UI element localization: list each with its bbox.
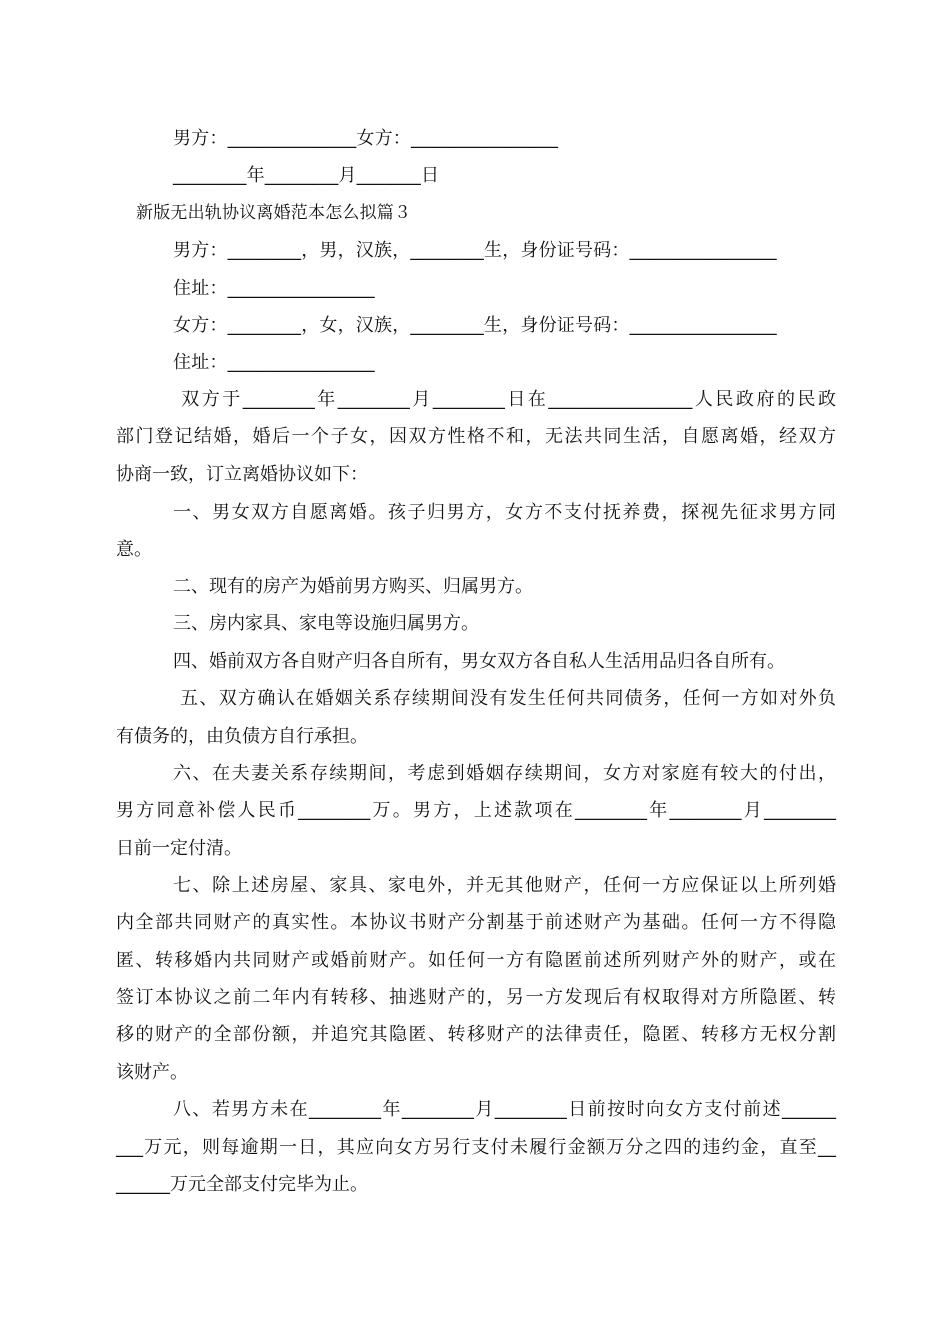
clause-1-line: 一、男女双方自愿离婚。孩子归男方，女方不支付抚养费，探视先征求男方同 (173, 502, 836, 523)
clause-5-line: 有债务的，由负债方自行承担。 (116, 726, 368, 747)
woman-info: 女方：________，女，汉族，________生，身份证号码：________________ (173, 315, 777, 336)
date-line: ________年________月_______日 (173, 165, 440, 186)
man-address: 住址：________________ (173, 278, 375, 299)
signature-line: 男方：______________女方：________________ (173, 128, 559, 149)
clause-7-line: 七、除上述房屋、家具、家电外，并无其他财产，任何一方应保证以上所列婚 (173, 875, 836, 896)
clause-1-line: 意。 (116, 539, 152, 560)
clause-8-line: 八、若男方未在________年________月________日前按时向女方支付前述______ (173, 1099, 836, 1120)
clause-6-line: 日前一定付清。 (116, 838, 242, 859)
woman-address: 住址：________________ (173, 352, 375, 373)
man-info: 男方：________，男，汉族，________生，身份证号码：________________ (173, 240, 777, 261)
clause-4: 四、婚前双方各自财产归各自所有，男女双方各自私人生活用品归各自所有。 (173, 651, 785, 672)
clause-7-line: 签订本协议之前二年内有转移、抽逃财产的，另一方发现后有权取得对方所隐匿、转 (116, 987, 836, 1008)
intro-line: 双方于________年________月________日在________________人民政府的民政 (173, 389, 836, 410)
clause-2: 二、现有的房产为婚前男方购买、归属男方。 (173, 576, 533, 597)
clause-8-line: ___万元，则每逾期一日，其应向女方另行支付未履行金额万分之四的违约金，直至__ (116, 1137, 836, 1158)
clause-7-line: 匿、转移婚内共同财产或婚前财产。如任何一方有隐匿前述所列财产外的财产，或在 (116, 950, 836, 971)
clause-5-line: 五、双方确认在婚姻关系存续期间没有发生任何共同债务，任何一方如对外负 (173, 688, 836, 709)
clause-7-line: 移的财产的全部份额，并追究其隐匿、转移财产的法律责任，隐匿、转移方无权分割 (116, 1024, 836, 1045)
clause-6-line: 六、在夫妻关系存续期间，考虑到婚姻存续期间，女方对家庭有较大的付出， (173, 763, 836, 784)
clause-8-line: ______万元全部支付完毕为止。 (116, 1174, 368, 1195)
clause-7-line: 内全部共同财产的真实性。本协议书财产分割基于前述财产为基础。任何一方不得隐 (116, 912, 836, 933)
clause-6-line: 男方同意补偿人民币________万。男方，上述款项在________年________月________ (116, 800, 836, 821)
intro-line: 协商一致，订立离婚协议如下： (116, 464, 368, 485)
section-title: 新版无出轨协议离婚范本怎么拟篇３ (136, 203, 412, 223)
intro-line: 部门登记结婚，婚后一个子女，因双方性格不和，无法共同生活，自愿离婚，经双方 (116, 426, 836, 447)
clause-7-line: 该财产。 (116, 1062, 188, 1083)
clause-3: 三、房内家具、家电等设施归属男方。 (173, 613, 479, 634)
